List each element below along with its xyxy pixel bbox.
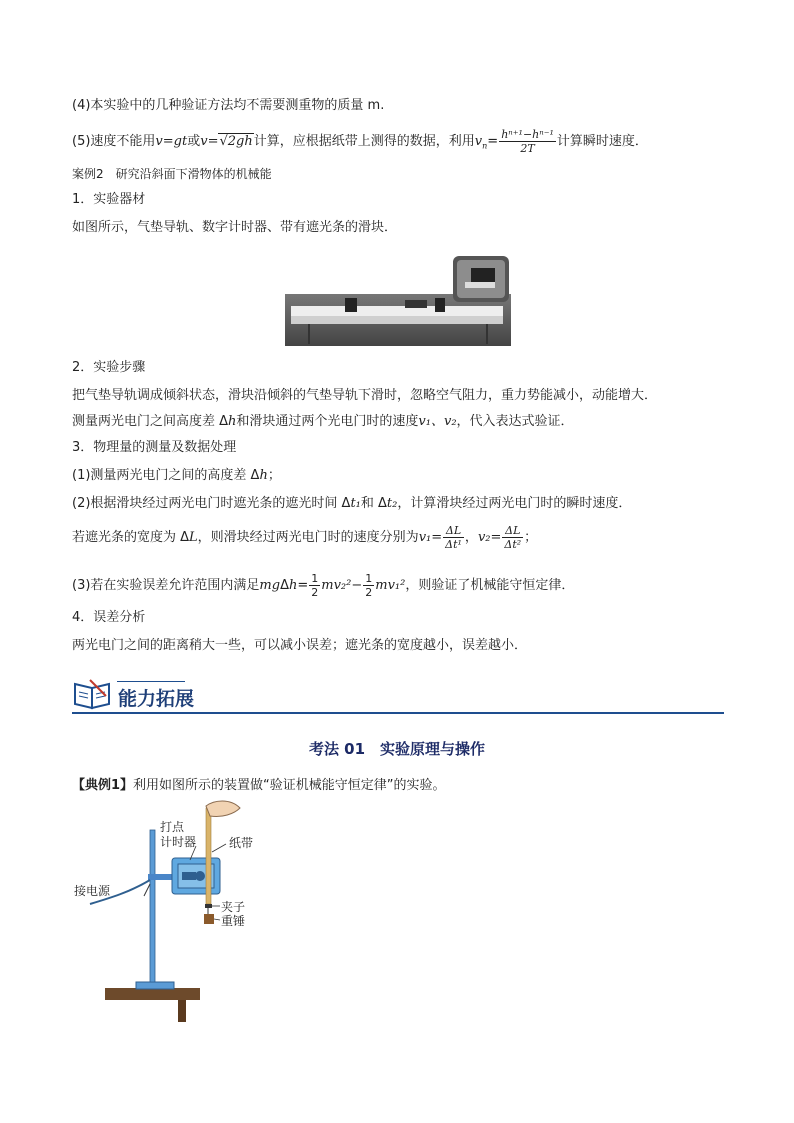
text-line: [72, 96, 384, 116]
formula: v=: [200, 134, 219, 149]
example-tag: 【典例1】: [72, 778, 134, 793]
text: (3)若在实验误差允许范围内满足: [72, 578, 260, 593]
denominator: Δt¹: [445, 538, 462, 551]
subheading: [72, 438, 236, 458]
text: 测量两光电门之间高度差 Δ: [72, 414, 229, 429]
text: 案例2 研究沿斜面下滑物体的机械能: [72, 167, 272, 181]
label-tape: 纸带: [229, 836, 254, 850]
text: ，: [464, 530, 478, 545]
formula: t₂: [386, 496, 398, 511]
subheading: [72, 608, 145, 628]
text-line-formula: [72, 572, 574, 599]
text-line: [72, 466, 281, 486]
formula: h: [259, 468, 268, 483]
denominator: 2T: [520, 142, 535, 155]
formula: h: [228, 414, 237, 429]
text: 和滑块通过两个光电门时的速度: [236, 414, 419, 429]
case-title: [72, 164, 272, 184]
heading-label: 能力拓展: [118, 688, 195, 710]
heading-overline: [117, 681, 185, 682]
denominator: 2: [365, 586, 373, 599]
heading-rule: [72, 712, 724, 714]
text: (5)速度不能用: [72, 134, 156, 149]
denominator: Δt²: [504, 538, 522, 551]
text: ，代入表达式验证．: [456, 414, 574, 429]
formula: mv₂²−: [321, 578, 363, 593]
example-text: 利用如图所示的装置做“验证机械能守恒定律”的实验。: [133, 778, 446, 793]
text: ，则滑块经过两光电门时的速度分别为: [197, 530, 419, 545]
text-line-formula: [72, 524, 537, 551]
text: 或: [187, 134, 201, 149]
label-clip: 夹子: [221, 900, 246, 914]
text: ；: [524, 530, 538, 545]
book-pen-icon: [72, 676, 114, 712]
text: ；: [267, 468, 281, 483]
text-line: [72, 494, 631, 514]
formula: 2gh: [227, 134, 253, 149]
numerator: hⁿ⁺¹−hⁿ⁻¹: [501, 128, 554, 141]
fraction: [309, 572, 320, 599]
formula: mv₁²: [375, 578, 406, 593]
text: 2．实验步骤: [72, 360, 146, 375]
numerator: 1: [311, 572, 319, 585]
numerator: ΔL: [502, 524, 523, 538]
denominator: 2: [311, 586, 319, 599]
formula: mg: [259, 578, 281, 593]
text-line-formula: [72, 128, 648, 157]
section-heading: [72, 676, 724, 716]
fraction: [499, 128, 556, 155]
label-power: 接电源: [74, 884, 111, 898]
text: 1．实验器材: [72, 192, 146, 207]
fraction: [443, 524, 464, 551]
subheading: [72, 358, 145, 378]
text: 两光电门之间的距离稍大一些，可以减小误差；遮光条的宽度越小，误差越小．: [72, 638, 528, 653]
sqrt: √2gh: [219, 134, 253, 149]
formula: v₁、v₂: [418, 414, 457, 429]
text-line: [72, 218, 397, 238]
subscript: n: [482, 141, 488, 151]
air-track-photo: [285, 254, 511, 346]
text: 把气垫导轨调成倾斜状态，滑块沿倾斜的气垫导轨下滑时，忽略空气阻力，重力势能减小，动能增大．: [72, 388, 658, 403]
text: 3．物理量的测量及数据处理: [72, 440, 237, 455]
text: 和 Δ: [360, 496, 387, 511]
text-line: [72, 386, 657, 406]
text: (2)根据滑块经过两光电门时遮光条的遮光时间 Δ: [72, 496, 351, 511]
label-timer: [160, 820, 196, 850]
text: 计算，应根据纸带上测得的数据，利用: [253, 134, 475, 149]
text: =: [297, 578, 309, 593]
text: 4．误差分析: [72, 610, 146, 625]
fraction: [363, 572, 374, 599]
subheading: [72, 190, 145, 210]
text: ，计算滑块经过两光电门时的瞬时速度．: [397, 496, 632, 511]
formula: h: [288, 578, 298, 593]
text: 计算瞬时速度．: [556, 134, 648, 149]
text: =: [487, 134, 499, 149]
text-line: [72, 412, 574, 432]
text: 若遮光条的宽度为 Δ: [72, 530, 190, 545]
label-text: 计时器: [160, 835, 197, 849]
text: (1)测量两光电门之间的高度差 Δ: [72, 468, 260, 483]
label-text: 打点: [160, 820, 185, 834]
fraction: [502, 524, 523, 551]
formula: v₁=: [418, 530, 443, 545]
text: (4)本实验中的几种验证方法均不需要测重物的质量 m.: [72, 98, 385, 113]
formula: v₂=: [477, 530, 502, 545]
formula: v=gt: [155, 134, 188, 149]
formula: t₁: [350, 496, 361, 511]
example-line: [72, 774, 446, 793]
formula: v: [474, 134, 483, 149]
numerator: ΔL: [443, 524, 464, 538]
text: ，则验证了机械能守恒定律．: [405, 578, 575, 593]
text-line: [72, 636, 527, 656]
text: Δ: [280, 578, 289, 593]
label-weight: 重锤: [221, 914, 246, 928]
numerator: 1: [365, 572, 373, 585]
section-title: 考法 01 实验原理与操作: [308, 740, 486, 758]
text: 如图所示，气垫导轨、数字计时器、带有遮光条的滑块．: [72, 220, 398, 235]
formula: L: [189, 530, 198, 545]
